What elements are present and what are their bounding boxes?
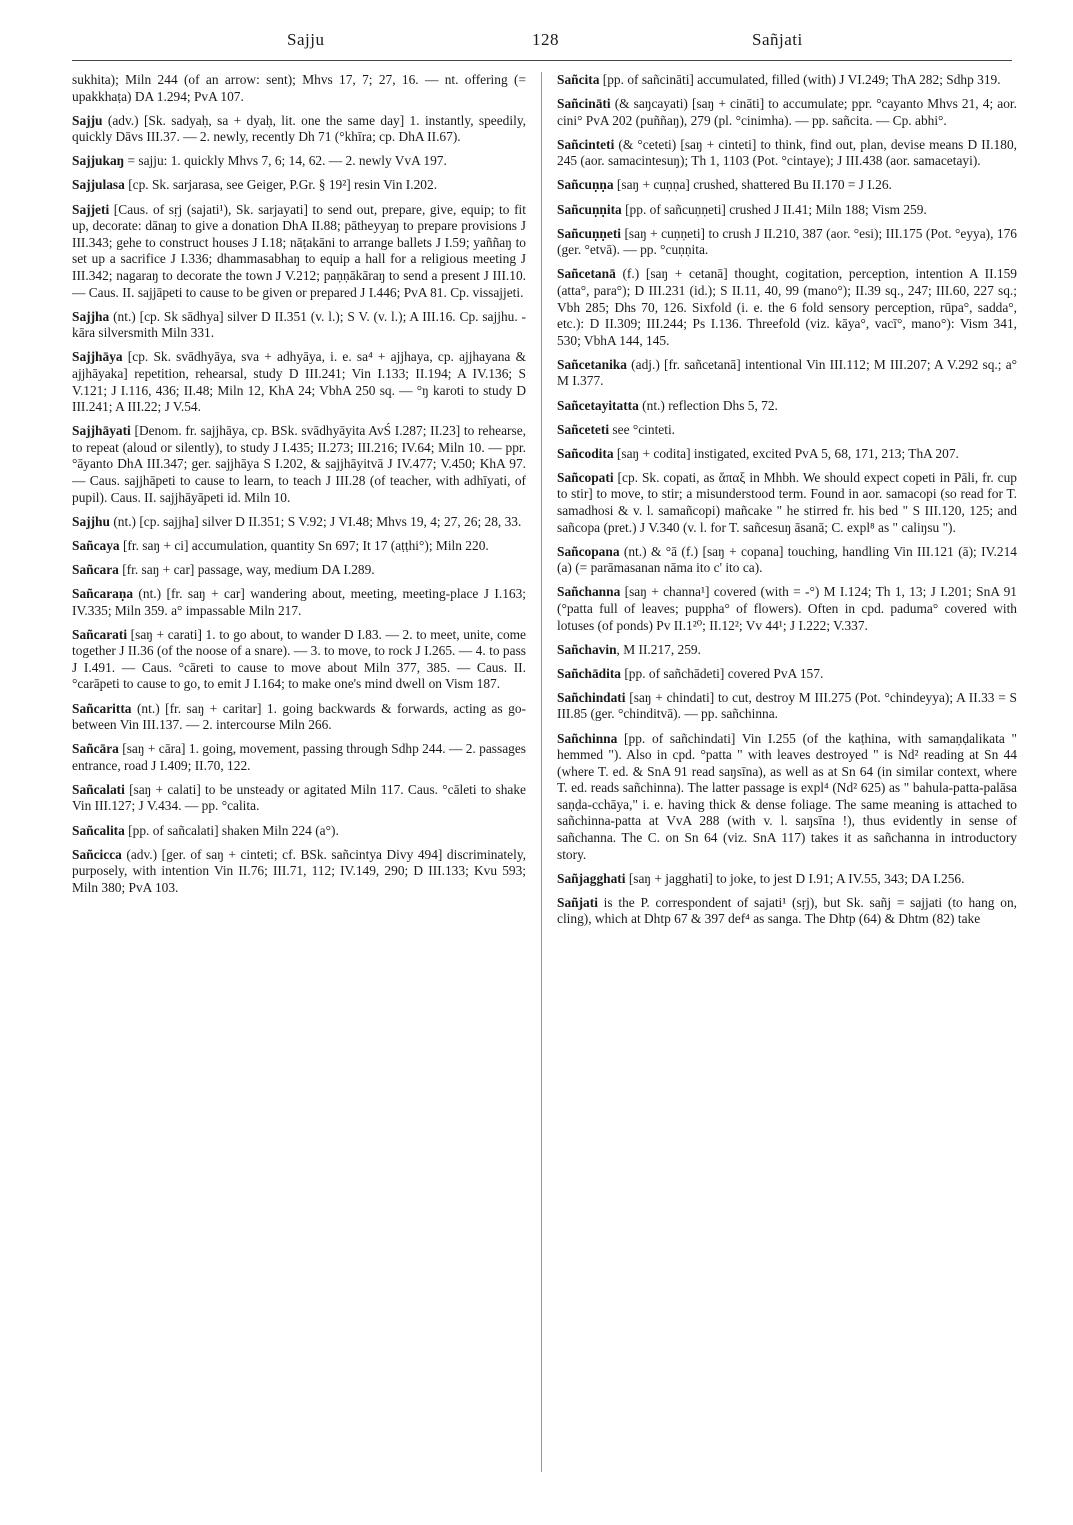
dictionary-entry: [557, 871, 1017, 888]
entry-definition: (nt.) [cp. Sk sādhya] silver D II.351 (v. l.); S V. (v. l.); A III.16. Cp. sajjhu. -kāra silversmith Miln 331.: [72, 308, 526, 341]
entry-headword: Sajjhu: [72, 513, 110, 529]
entry-headword: Sajjeti: [72, 201, 110, 217]
entry-headword: Sajjhāyati: [72, 423, 131, 439]
entry-headword: Sañcaya: [72, 537, 120, 553]
dictionary-entry: [72, 782, 526, 815]
entry-definition: [pp. of sañcināti] accumulated, filled (with) J VI.249; ThA 282; Sdhp 319.: [599, 72, 1001, 87]
entry-definition: [pp. of sañchindati] Vin I.255 (of the kaṭhina, with samaṇḍalikata " hemmed "). Also in cpd. °patta " with leaves destroyed " is Nd² reading at Sn 44 (where T. ed. & SnA 91 read saŋsīna), as well as at Sn 64 (in similar context, where T. ed. reads sañchinna). The latter passage is expl⁴ (Nd² 625) as " bahula-patta-palāsa saṇḍa-cchāya," i. e. having thick & dense foliage. The same meaning is attached to sañchinna-patta at VvA 288 (with v. l. saŋsīna !), thus evidently in sense of sañchanna. The C. on Sn 64 (viz. SnA 117) takes it as sañchanna in introductory story.: [557, 730, 1017, 862]
entry-headword: Sañchavin: [557, 641, 617, 657]
dictionary-entry: [72, 72, 526, 105]
entry-headword: Sañcāra: [72, 741, 119, 757]
entry-headword: Sañcalati: [72, 781, 125, 797]
entry-headword: Sañcuṇṇeti: [557, 225, 621, 241]
entry-definition: (adv.) [Sk. sadyaḥ, sa + dyaḥ, lit. one the same day] 1. instantly, speedily, quickly Dāvs III.37. — 2. newly, recently Dh 71 (°khīra; cp. DhA II.67).: [72, 112, 526, 145]
dictionary-entry: [557, 731, 1017, 864]
dictionary-entry: [72, 309, 526, 342]
entry-definition: [saŋ + carati] 1. to go about, to wander D I.83. — 2. to meet, unite, come together J II.36 (of the noose of a snare). — 3. to move, to rock J I.265. — 4. to pass J I.491. — Caus. °cāreti to cause to move about Miln 377, 385. — Caus. II. °carāpeti to cause to go, to emit J I.164; to make one's mind dwell on Vism 187.: [72, 626, 526, 692]
entry-headword: Sañcetayitatta: [557, 397, 639, 413]
entry-definition: [Denom. fr. sajjhāya, cp. BSk. svādhyāyita AvŚ I.287; II.23] to rehearse, to repeat (aloud or silently), to study J I.435; II.273; III.216; IV.64; Miln 10. — ppr. °āyanto DhA III.347; ger. sajjhāya S I.202, & sajjhāyitvā J IV.477; V.450; KhA 97. — Caus. sajjhāpeti to cause to learn, to teach J III.28 (of teacher, with adhīyati, of pupil). Caus. II. sajjhāyāpeti id. Miln 10.: [72, 423, 526, 505]
entry-definition: [saŋ + cāra] 1. going, movement, passing through Sdhp 244. — 2. passages entrance, road J I.409; II.70, 122.: [72, 741, 526, 773]
entry-headword: Sañcaritta: [72, 700, 132, 716]
entry-headword: Sajjulasa: [72, 177, 125, 193]
entry-definition: (nt.) [fr. saŋ + car] wandering about, meeting, meeting-place J I.163; IV.335; Miln 359. a° impassable Miln 217.: [72, 585, 526, 618]
dictionary-entry: [72, 741, 526, 774]
dictionary-entry: [72, 627, 526, 693]
entry-definition: see °cinteti.: [609, 421, 676, 437]
entry-headword: Sañcaraṇa: [72, 585, 134, 601]
entry-definition: [saŋ + cuṇṇa] crushed, shattered Bu II.170 = J I.26.: [613, 177, 892, 193]
entry-definition: is the P. correspondent of sajati¹ (sṛj), but Sk. sañj = sajjati (to hang on, cling), which at Dhtp 67 & 397 def⁴ as sanga. The Dhtp (64) & Dhtm (82) take: [557, 894, 1017, 927]
entry-headword: Sañchādita: [557, 665, 621, 681]
dictionary-entry: [557, 584, 1017, 634]
entry-headword: Sañcināti: [557, 96, 611, 112]
entry-headword: Sañcuṇṇita: [557, 201, 622, 217]
entry-headword: Sajjha: [72, 308, 110, 324]
entry-definition: [saŋ + jagghati] to joke, to jest D I.91; A IV.55, 343; DA I.256.: [625, 870, 965, 886]
dictionary-entry: [72, 538, 526, 555]
entry-definition: (adj.) [fr. sañcetanā] intentional Vin III.112; M III.207; A V.292 sq.; a° M I.377.: [557, 356, 1017, 389]
entry-definition: [pp. of sañchādeti] covered PvA 157.: [621, 665, 824, 681]
entry-headword: Sañceteti: [557, 421, 610, 437]
dictionary-entry: [557, 690, 1017, 723]
dictionary-entry: [557, 422, 1017, 439]
entry-headword: Sañcara: [72, 561, 119, 577]
dictionary-entry: [557, 266, 1017, 349]
entry-headword: Sañcodita: [557, 445, 614, 461]
dictionary-entry: [557, 177, 1017, 194]
entry-definition: [Caus. of sṛj (sajati¹), Sk. sarjayati] to send out, prepare, give, equip; to fit up, decorate: dānaŋ to give a donation DhA II.88; pātheyyaŋ to prepare provisions J III.343; gehe to construct houses J I.18; nāṭakāni to arrange ballets J I.59; yaññaŋ to set up a sacrifice J I.336; dhammasabhaŋ to equip a hall for a religious meeting J III.342; nagaraŋ to decorate the town J V.212; paṇṇākāraŋ to send a present J III.10. — Caus. II. sajjāpeti to cause to be given or prepared J I.446; PvA 81. Cp. vissajjeti.: [72, 201, 526, 300]
dictionary-entry: [557, 642, 1017, 659]
entry-headword: Sañcinteti: [557, 136, 615, 152]
dictionary-entry: [72, 562, 526, 579]
entry-headword: Sañcopati: [557, 469, 614, 485]
dictionary-entry: [557, 544, 1017, 577]
entry-definition: [fr. saŋ + car] passage, way, medium DA I.289.: [118, 561, 375, 577]
entry-headword: Sañcicca: [72, 846, 122, 862]
dictionary-entry: [72, 514, 526, 531]
entry-definition: = sajju: 1. quickly Mhvs 7, 6; 14, 62. — 2. newly VvA 197.: [124, 153, 447, 169]
entry-headword: Sañchanna: [557, 584, 621, 600]
entry-definition: [pp. of sañcuṇṇeti] crushed J II.41; Miln 188; Vism 259.: [621, 201, 927, 217]
entry-definition: sukhita); Miln 244 (of an arrow: sent); Mhvs 17, 7; 27, 16. — nt. offering (= upakkhaṭa) DA 1.294; PvA 107.: [72, 72, 526, 104]
entry-definition: [cp. Sk. sarjarasa, see Geiger, P.Gr. § 19²] resin Vin I.202.: [124, 177, 438, 193]
entry-headword: Sañcetanika: [557, 356, 627, 372]
columns: [72, 72, 1017, 1502]
entry-headword: Sañchindati: [557, 689, 626, 705]
entry-definition: [saŋ + codita] instigated, excited PvA 5, 68, 171, 213; ThA 207.: [613, 445, 959, 461]
right-column: [557, 72, 1017, 1502]
entry-definition: (nt.) [cp. sajjha] silver D II.351; S V.92; J VI.48; Mhvs 19, 4; 27, 26; 28, 33.: [109, 513, 522, 529]
header-left-word: Sajju: [287, 30, 325, 49]
page-number: 128: [532, 30, 559, 49]
entry-headword: Sañchinna: [557, 730, 618, 746]
entry-headword: Sañcetanā: [557, 266, 616, 282]
entry-headword: Sajjukaŋ: [72, 153, 125, 169]
entry-definition: [pp. of sañcalati] shaken Miln 224 (a°).: [124, 822, 339, 838]
entry-definition: , M II.217, 259.: [616, 641, 701, 657]
dictionary-entry: [557, 895, 1017, 928]
entry-definition: [fr. saŋ + ci] accumulation, quantity Sn 697; It 17 (aṭṭhi°); Miln 220.: [119, 537, 489, 553]
dictionary-entry: [72, 177, 526, 194]
entry-definition: [cp. Sk. svādhyāya, sva + adhyāya, i. e. sa⁴ + ajjhaya, cp. ajjhayana & ajjhāyaka] repetition, rehearsal, study D III.241; Vin I.133; II.194; A IV.136; S V.121; J I.116, 436; II.48; Miln 12, KhA 24; VbhA 250 sq. — °ŋ karoti to study D III.241; A III.22; J V.54.: [72, 349, 526, 415]
entry-definition: (adv.) [ger. of saŋ + cinteti; cf. BSk. sañcintya Divy 494] discriminately, purposely, with intention Vin II.76; III.71, 112; IV.149, 290; D III.133; Kvu 593; Miln 380; PvA 103.: [72, 846, 526, 895]
left-column: [72, 72, 532, 1502]
entry-headword: Sañcita: [557, 72, 600, 87]
entry-definition: [saŋ + cuṇṇeti] to crush J II.210, 387 (aor. °esi); III.175 (Pot. °eyya), 176 (ger. °etvā). — pp. °cuṇṇita.: [557, 225, 1017, 258]
dictionary-entry: [557, 446, 1017, 463]
entry-definition: [saŋ + channa¹] covered (with = -°) M I.124; Th 1, 13; J I.201; SnA 91 (°patta full of leaves; puppha° of flowers). Often in cpd. paduma° covered with lotuses (of ponds) Pv II.1²⁰; II.12²; Vv 44¹; J I.222; V.337.: [557, 584, 1017, 633]
dictionary-entry: [72, 153, 526, 170]
dictionary-entry: [72, 423, 526, 506]
dictionary-entry: [557, 470, 1017, 536]
entry-headword: Sajjhāya: [72, 349, 123, 365]
entry-definition: [saŋ + chindati] to cut, destroy M III.275 (Pot. °chindeyya); A II.33 = S III.85 (ger. °chinditvā). — pp. sañchinna.: [557, 689, 1017, 722]
entry-definition: [saŋ + calati] to be unsteady or agitated Miln 117. Caus. °cāleti to shake Vin III.127; J V.434. — pp. °calita.: [72, 781, 526, 814]
dictionary-entry: [72, 202, 526, 302]
entry-headword: Sajju: [72, 112, 103, 128]
dictionary-entry: [557, 202, 1017, 219]
dictionary-entry: [557, 72, 1017, 89]
dictionary-entry: [72, 847, 526, 897]
dictionary-entry: [557, 137, 1017, 170]
entry-definition: (& saŋcayati) [saŋ + cināti] to accumulate; ppr. °cayanto Mhvs 21, 4; aor. cini° PvA 202 (puññaŋ), 279 (pl. °cinimha). — pp. sañcita. — Cp. abhi°.: [557, 96, 1017, 128]
dictionary-entry: [72, 349, 526, 415]
entry-definition: (f.) [saŋ + cetanā] thought, cogitation, perception, intention A II.159 (atta°, para°); D III.231 (id.); S II.11, 40, 99 (mano°); II.39 sq., 247; III.60, 227 sq.; Vbh 285; Dhs 70, 126. Sixfold (i. e. the 6 fold sensory perception, rūpa°, sadda°, etc.): D II.309; III.244; Ps I.136. Threefold (viz. kāya°, vacī°, mano°): Vism 341, 530; VbhA 144, 145.: [557, 266, 1017, 348]
header-right-word: Sañjati: [752, 30, 803, 49]
dictionary-entry: [557, 357, 1017, 390]
dictionary-entry: [557, 96, 1017, 129]
dictionary-entry: [72, 823, 526, 840]
entry-definition: [cp. Sk. copati, as ἅπαξ in Mhbh. We should expect copeti in Pāli, fr. cup to stir] to move, to stir; a misunderstood term. Found in aor. samacopi (so read for T. samadhosi & v. l. samañcopi) mañcake " he stirred fr. his bed " S III.120, 125; and sañcopa (pret.) J V.340 (v. l. for T. sañcesuŋ āsanā; C. expl⁸ as " caliŋsu ").: [557, 469, 1017, 535]
running-head: [72, 30, 1012, 54]
dictionary-entry: [72, 701, 526, 734]
entry-definition: (& °ceteti) [saŋ + cinteti] to think, find out, plan, devise means D II.180, 245 (aor. samacintesuŋ); Th 1, 1103 (Pot. °cintaye); J III.438 (aor. samacetayi).: [557, 136, 1017, 169]
dictionary-entry: [72, 113, 526, 146]
entry-definition: (nt.) [fr. saŋ + caritar] 1. going backwards & forwards, acting as go-between Vin III.137. — 2. intercourse Miln 266.: [72, 700, 526, 733]
header-rule: [72, 60, 1012, 61]
entry-definition: (nt.) reflection Dhs 5, 72.: [638, 397, 778, 413]
entry-headword: Sañcalita: [72, 822, 125, 838]
entry-headword: Sañjati: [557, 894, 598, 910]
entry-headword: Sañjagghati: [557, 870, 626, 886]
entry-definition: (nt.) & °ā (f.) [saŋ + copana] touching, handling Vin III.121 (ā); IV.214 (a) (= parāmasanan nāma ito c' ito ca).: [557, 543, 1017, 576]
entry-headword: Sañcopana: [557, 543, 620, 559]
entry-headword: Sañcarati: [72, 626, 128, 642]
dictionary-entry: [557, 398, 1017, 415]
dictionary-entry: [557, 226, 1017, 259]
dictionary-entry: [557, 666, 1017, 683]
dictionary-entry: [72, 586, 526, 619]
entry-headword: Sañcuṇṇa: [557, 177, 614, 193]
